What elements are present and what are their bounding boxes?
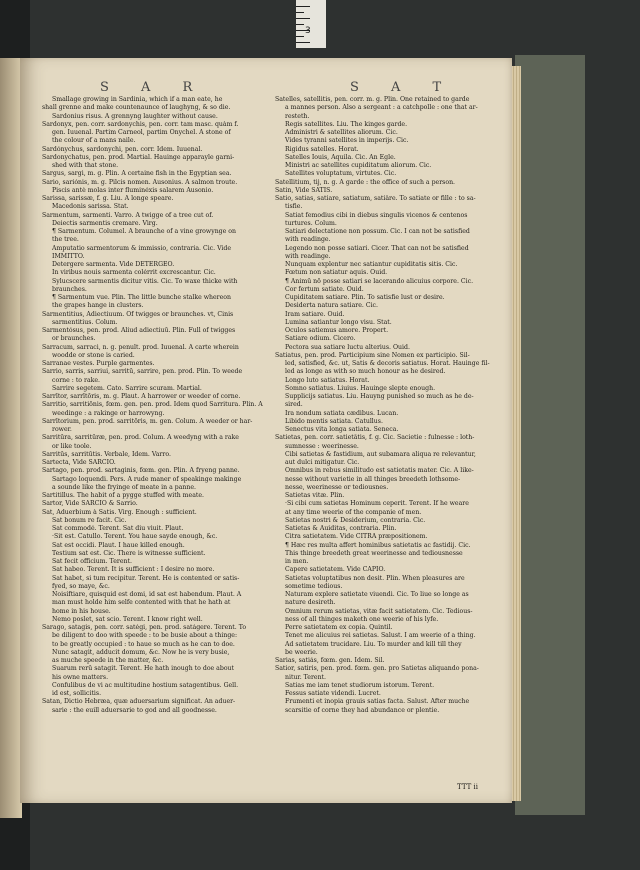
dictionary-line: Suarum rerū satagit. Terent. He hath inough to doe about [52, 665, 235, 673]
dictionary-column-right [275, 96, 497, 715]
dictionary-line: sarie : the euill aduersarie to god and all goodnesse. [52, 706, 217, 714]
dictionary-line: Tenet me alicuius rei satietas. Salust. I am weerie of a thing. [285, 632, 476, 640]
dictionary-line: Testium sat est. Cic. There is witnesse sufficient. [52, 549, 206, 557]
ruler-label: 3 [305, 26, 311, 36]
dictionary-line: Regis satellites. Liu. The kinges garde. [285, 120, 408, 128]
dictionary-line: Satias me iam tenet studiorum istorum. Terent. [285, 681, 435, 689]
dictionary-line: Confulibus de vi ac multitudine hostium satagentibus. Gell. [52, 681, 239, 689]
dictionary-line: man must holde him selfe contented with that he hath at [52, 599, 231, 607]
dictionary-line: Sat fecit officium. Terent. [52, 558, 132, 565]
dictionary-line: braunches. [52, 285, 87, 293]
dictionary-line: Supplicijs satiatus. Liu. Hauyng punished so much as he de- [285, 393, 474, 400]
dictionary-line: Omnibus in rebus similitudo est satietatis mater. Cic. A like- [285, 467, 474, 475]
dictionary-line: with readinge. [285, 252, 331, 260]
dictionary-line: Sarrītor, sarrītōris, m. g. Plaut. A harrower or weeder of corne. [42, 393, 241, 400]
dictionary-line: Nunc satagit, adducit domum, &c. Now he is very busie, [52, 648, 230, 656]
dictionary-line: Somno satiatus. Liuius. Hauinge slepte enough. [285, 384, 436, 392]
signature-mark: TTT ii [457, 783, 478, 791]
dictionary-line: Perre satietatem ex copia. Quintil. [285, 624, 393, 631]
dictionary-line: Sarissa, sarissæ, f. g. Liu. A longe speare. [42, 195, 174, 202]
dictionary-line: Desiderta natura satiare. Cic. [285, 302, 378, 310]
book-cover-board [515, 55, 585, 815]
dictionary-line: Deiectis sarmentis cremare. Virg. [52, 219, 158, 227]
dictionary-line: Fessus satiate videndi. Lucret. [285, 690, 381, 697]
dictionary-line: resteth. [285, 112, 310, 120]
dictionary-line: in men. [285, 558, 309, 565]
dictionary-line: the tree. [52, 236, 79, 244]
dictionary-line: ¶ Sarmentum. Columel. A braunche of a vine growynge on [52, 228, 236, 235]
dictionary-line: Smallage growing in Sardinia, which if a man eate, he [52, 96, 223, 103]
dictionary-line: Sarritio, sarritiōnis, fœm. gen. pen. prod. Idem quod Sarritura. Plin. A [42, 401, 263, 409]
dictionary-line: led, satisfied, &c. ut, Satis & decoris satiatus. Horat. Hauinge fil- [285, 360, 490, 367]
scale-ruler [296, 0, 326, 48]
dictionary-line: Legendo non posse satiari. Cicer. That can not be satisfied [285, 244, 469, 252]
dictionary-line: Sario, sariónis, m. g. Pilcis nomen. Ausonius. A salmon troute. [42, 178, 238, 186]
dictionary-line: Libido mentis satiata. Catullus. [285, 417, 383, 425]
dictionary-line: In viribus nouis sarmenta colérrit excrescantur. Cic. [52, 269, 216, 277]
dictionary-line: a mannes person. Also a sergeant : a catchpolle : one that ar- [285, 104, 478, 112]
dictionary-line: ¶ Sarmentum vue. Plin. The little bunche stalke whereon [52, 294, 231, 301]
dictionary-line: Ad satietatem trucidare. Liu. To murder and kill till they [285, 640, 462, 648]
dictionary-line: Cor fertum satiate. Ouid. [285, 285, 364, 293]
dictionary-line: Sat commodé. Terent. Sat diu viuit. Plaut. [52, 525, 184, 532]
dictionary-line: Sartago loquendi. Pers. A rude maner of speakinge makinge [52, 475, 242, 483]
dictionary-line: Iram satiare. Ouid. [285, 310, 345, 318]
dictionary-line: Detergere sarmenta. Vide DETERGEO. [52, 261, 175, 268]
dictionary-line: ·Sit est. Catullo. Terent. You haue sayde enough, &c. [52, 533, 218, 541]
dictionary-line: Sarias, satiás, fœm. gen. Idem. Sil. [275, 657, 385, 664]
dictionary-line: Satior, satiris, pen. prod. fœm. gen. pro Satietas aliquando pona- [275, 665, 479, 673]
dictionary-line: his owne matters. [52, 673, 109, 681]
dictionary-line: Satiare odium. Cicero. [285, 335, 356, 343]
dictionary-line: at any time weerie of the companie of men. [285, 508, 422, 516]
dictionary-line: Sat habeo. Terent. It is sufficient : I desire no more. [52, 566, 215, 574]
dictionary-line: turtures. Colum. [285, 219, 337, 227]
dictionary-line: Sarrire segetem. Cato. Sarrire scuram. Martial. [52, 384, 202, 392]
dictionary-line: Sarranae vestes. Purple garmentes. [42, 360, 155, 367]
dictionary-line: Satiat femodius cibi in diebus singulis vicenos & centenos [285, 211, 468, 219]
dictionary-line: Vides tyranni satellites in imperijs. Cic. [285, 137, 409, 145]
dictionary-line: weedinge : a rakinge or harrowyng. [52, 409, 165, 417]
dictionary-line: ·Si cibi cum satietas Hominum ceperit. Terent. If he weare [285, 500, 469, 508]
dictionary-line: Citra satietatem. Vide CITRA præpositionem. [285, 533, 428, 541]
dictionary-line: Rigidus satelles. Horat. [285, 145, 359, 153]
dictionary-line: Sartecta, Vide SARCIO. [42, 459, 116, 466]
dictionary-line: Naturam explere satietate viuendi. Cic. To liue so longe as [285, 591, 469, 598]
dictionary-line: Sardonyx, pen. corr. sardonychis, pen. corr. tam masc. quàm f. [42, 120, 239, 128]
dictionary-line: gen. Iuuenal. Partim Carneol, partim Onychel. A stone of [52, 129, 231, 136]
dictionary-line: shed with that stone. [52, 162, 119, 169]
dictionary-line: shall grenne and make countenaunce of laughyng, & so die. [42, 104, 231, 112]
dictionary-line: Macedonis sarissa. Stat. [52, 203, 129, 211]
dictionary-line: Sargus, sargi, m. g. Plin. A certaine fish in the Egyptian sea. [42, 170, 232, 178]
dictionary-line: aut dulci mitigatur. Cic. [285, 459, 360, 466]
dictionary-line: id est, sollicitis. [52, 690, 102, 697]
dictionary-line: Sarmentum, sarmenti. Varro. A twigge of a tree cut of. [42, 211, 214, 219]
dictionary-line: Fœtum non satiatur aquis. Ouid. [285, 269, 388, 277]
dictionary-line: Satan, Dictio Hebræa, quæ aduersarium significat. An aduer- [42, 698, 236, 706]
dictionary-line: Satelles, satellitis, pen. corr. m. g. Plin. One retained to garde [275, 96, 470, 103]
dictionary-line: sired. [285, 401, 303, 409]
dictionary-column-left [42, 96, 264, 715]
dictionary-line: Nemo poslet, sat scio. Terent. I know right well. [52, 615, 203, 623]
dictionary-line: Frumenti et inopia grauis satias facta. Salust. After muche [285, 698, 470, 706]
dictionary-line: nitur. Terent. [285, 673, 327, 681]
dictionary-line: Sarmentitius, Adiectiuum. Of twigges or braunches. vt, Cinis [42, 310, 234, 318]
dictionary-line: Cibi satietas & fastidium, aut subamara aliqua re relevantur, [285, 450, 476, 458]
dictionary-line: Satietas, pen. corr. satietâtis, f. g. Cic. Sacietie : fulnesse : loth- [275, 434, 475, 442]
dictionary-line: ness of all thinges maketh one weerie of his lyfe. [285, 615, 439, 623]
dictionary-line: Sat bonum re facit. Cic. [52, 516, 127, 524]
dictionary-line: Administri & satellites aliorum. Cic. [285, 129, 398, 136]
dictionary-line: Oculos satiemus amore. Propert. [285, 327, 389, 334]
dictionary-line: tisfie. [285, 203, 303, 211]
book-page [20, 58, 512, 803]
dictionary-line: Satiari delectatione non possum. Cic. I can not be satisfied [285, 228, 470, 235]
dictionary-line: nesse, weerinesse or tediousnes. [285, 483, 389, 491]
dictionary-line: Nunquam explentur nec satiantur cupiditatis sitis. Cic. [285, 261, 458, 268]
dictionary-line: rower. [52, 426, 72, 433]
dictionary-line: Satio, satias, satiare, satiatum, satiâre. To satiate or fille : to sa- [275, 195, 476, 202]
dictionary-line: Capere satietatem. Vide CAPIO. [285, 566, 386, 574]
dictionary-line: fyed, so maye, &c. [52, 582, 110, 590]
dictionary-line: IMMITTO. [52, 252, 85, 260]
dictionary-line: sarmentitius. Colum. [52, 318, 118, 326]
dictionary-line: Satellitium, tij, n. g. A garde : the office of such a person. [275, 178, 456, 186]
dictionary-line: Piscis antè molas inter fluminéxis salarem Ausonio. [52, 186, 214, 194]
dictionary-line: Satin, Vide SATIS. [275, 186, 333, 194]
dictionary-line: nature desireth. [285, 599, 336, 607]
dictionary-line: Satellites voluptatum, virtutes. Cic. [285, 170, 397, 178]
dictionary-line: Sarracum, sarraci, n. g. penult. prod. Iuuenal. A carte wherein [42, 343, 239, 351]
dictionary-line: corne : to rake. [52, 376, 101, 384]
dictionary-line: be weerie. [285, 648, 318, 656]
dictionary-line: Satiatus, pen. prod. Participium sine Nomen ex participio. Sil- [275, 351, 470, 359]
dictionary-line: Sarago, satagis, pen. corr. satégi, pen. prod. satágere. Terent. To [42, 624, 247, 631]
dictionary-line: the grapes hange in clusters. [52, 302, 144, 310]
dictionary-line: or like toole. [52, 442, 92, 450]
dictionary-line: Noisíftiare, quisquid est domi, id sat est habendum. Plaut. A [52, 591, 242, 598]
dictionary-line: ¶ Animū nō posse satiari se lacerando alicuius corpore. Cic. [285, 277, 474, 285]
dictionary-line: scarsitie of corne they had abundance or plentie. [285, 706, 440, 714]
dictionary-line: Sardonius risus. A grennyng laughter without cause. [52, 112, 218, 120]
dictionary-line: This thinge breedeth great weerinesse and tediousnesse [285, 549, 463, 557]
dictionary-line: with readinge. [285, 236, 331, 244]
dictionary-line: home in his house. [52, 607, 111, 615]
dictionary-line: Satietas vitæ. Plin. [285, 492, 345, 499]
dictionary-line: Sartitillus. The habit of a pygge stuffed with meate. [42, 492, 204, 499]
dictionary-line: led as longe as with so much honour as he desired. [285, 368, 446, 376]
dictionary-line: nesse without varietie in all thinges breedeth lothsome- [285, 475, 461, 483]
dictionary-line: Sartago, pen. prod. sartaginis, fœm. gen. Plin. A fryeng panne. [42, 467, 240, 475]
dictionary-line: Sartor, Vide SARCIO & Sarrio. [42, 500, 138, 508]
dictionary-line: Ministri ac satellites cupiditatum aliorum. Cic. [285, 162, 432, 169]
dictionary-line: Senectus vita longa satiata. Seneca. [285, 426, 399, 433]
dictionary-line: Satelles Iouis, Aquila. Cic. An Egle. [285, 153, 396, 161]
dictionary-line: Satietas voluptatibus non desit. Plin. When pleasures are [285, 574, 465, 582]
dictionary-line: woodde or stone is caried. [52, 351, 135, 359]
dictionary-line: sumnesse : weerinesse. [285, 442, 359, 450]
running-head-right: S A T [350, 80, 456, 95]
dictionary-line: Sat est occidi. Plaut. I haue killed enough. [52, 541, 185, 549]
dictionary-line: the colour of a mans naile. [52, 137, 136, 145]
dictionary-line: Sarrītorium, pen. prod. sarritōris, m. gen. Colum. A weeder or har- [42, 417, 253, 425]
dictionary-line: Cupiditatem satiare. Plin. To satisfie lust or desire. [285, 294, 445, 301]
dictionary-line: Lumina satiantur longo visu. Stat. [285, 318, 392, 326]
dictionary-line: Sat habet, si tum recipitur. Terent. He is contented or satis- [52, 574, 240, 582]
dictionary-line: Pectora sua satiare luctu alterius. Ouid. [285, 343, 410, 351]
dictionary-line: Sat, Aduerbium à Satis. Virg. Enough : sufficient. [42, 508, 197, 516]
dictionary-line: a sounde like the fryinge of meate in a panne. [52, 483, 196, 491]
dictionary-line: as muche speede in the matter, &c. [52, 657, 164, 664]
dictionary-line: ¶ Hæc res multa affert hominibus satietatis ac fastidij. Cic. [285, 541, 471, 549]
dictionary-line: Sardónychus, sardonychi, pen. corr. Idem. Iuuenal. [42, 145, 203, 153]
dictionary-line: Longo luto satiatus. Horat. [285, 376, 370, 384]
dictionary-line: Sardonychatus, pen. prod. Martial. Hauinge apparayle garni- [42, 153, 235, 161]
dictionary-line: Sylucscere sarmentis dicitur vitis. Cic. To waxe thicke with [52, 277, 238, 285]
running-head-left: S A R [100, 80, 207, 95]
dictionary-line: to be greatly occupied : to haue so much as he can to doe. [52, 640, 235, 648]
dictionary-line: Ira nondum satiata cædibus. Lucan. [285, 409, 399, 417]
dictionary-line: sometime tedious. [285, 582, 343, 590]
dictionary-line: Sarritūra, sarritūræ, pen. prod. Colum. A weedyng with a rake [42, 434, 239, 442]
dictionary-line: be diligent to doo with speede : to be busie about a thinge: [52, 632, 238, 640]
dictionary-line: or braunches. [52, 335, 96, 343]
dictionary-line: Satietas & Auiditas, contraria. Plin. [285, 525, 397, 532]
dictionary-line: Satietas nostri & Desiderium, contraria. Cic. [285, 516, 426, 524]
dictionary-line: Sarmentósus, pen. prod. Aliud adiectiuū. Plin. Full of twigges [42, 327, 236, 334]
dictionary-line: Omnium rerum satietas, vitæ facit satietatem. Cic. Tedious- [285, 607, 473, 615]
book-gutter [0, 58, 22, 818]
dictionary-line: Sarritūs, sarritūtis. Verbale, Idem. Varro. [42, 450, 171, 458]
dictionary-line: Amputatio sarmentorum & immissio, contraria. Cic. Vide [52, 244, 232, 252]
dictionary-line: Sarrio, sarris, sarriui, sarritū, sarrire, pen. prod. Plin. To weede [42, 368, 243, 376]
